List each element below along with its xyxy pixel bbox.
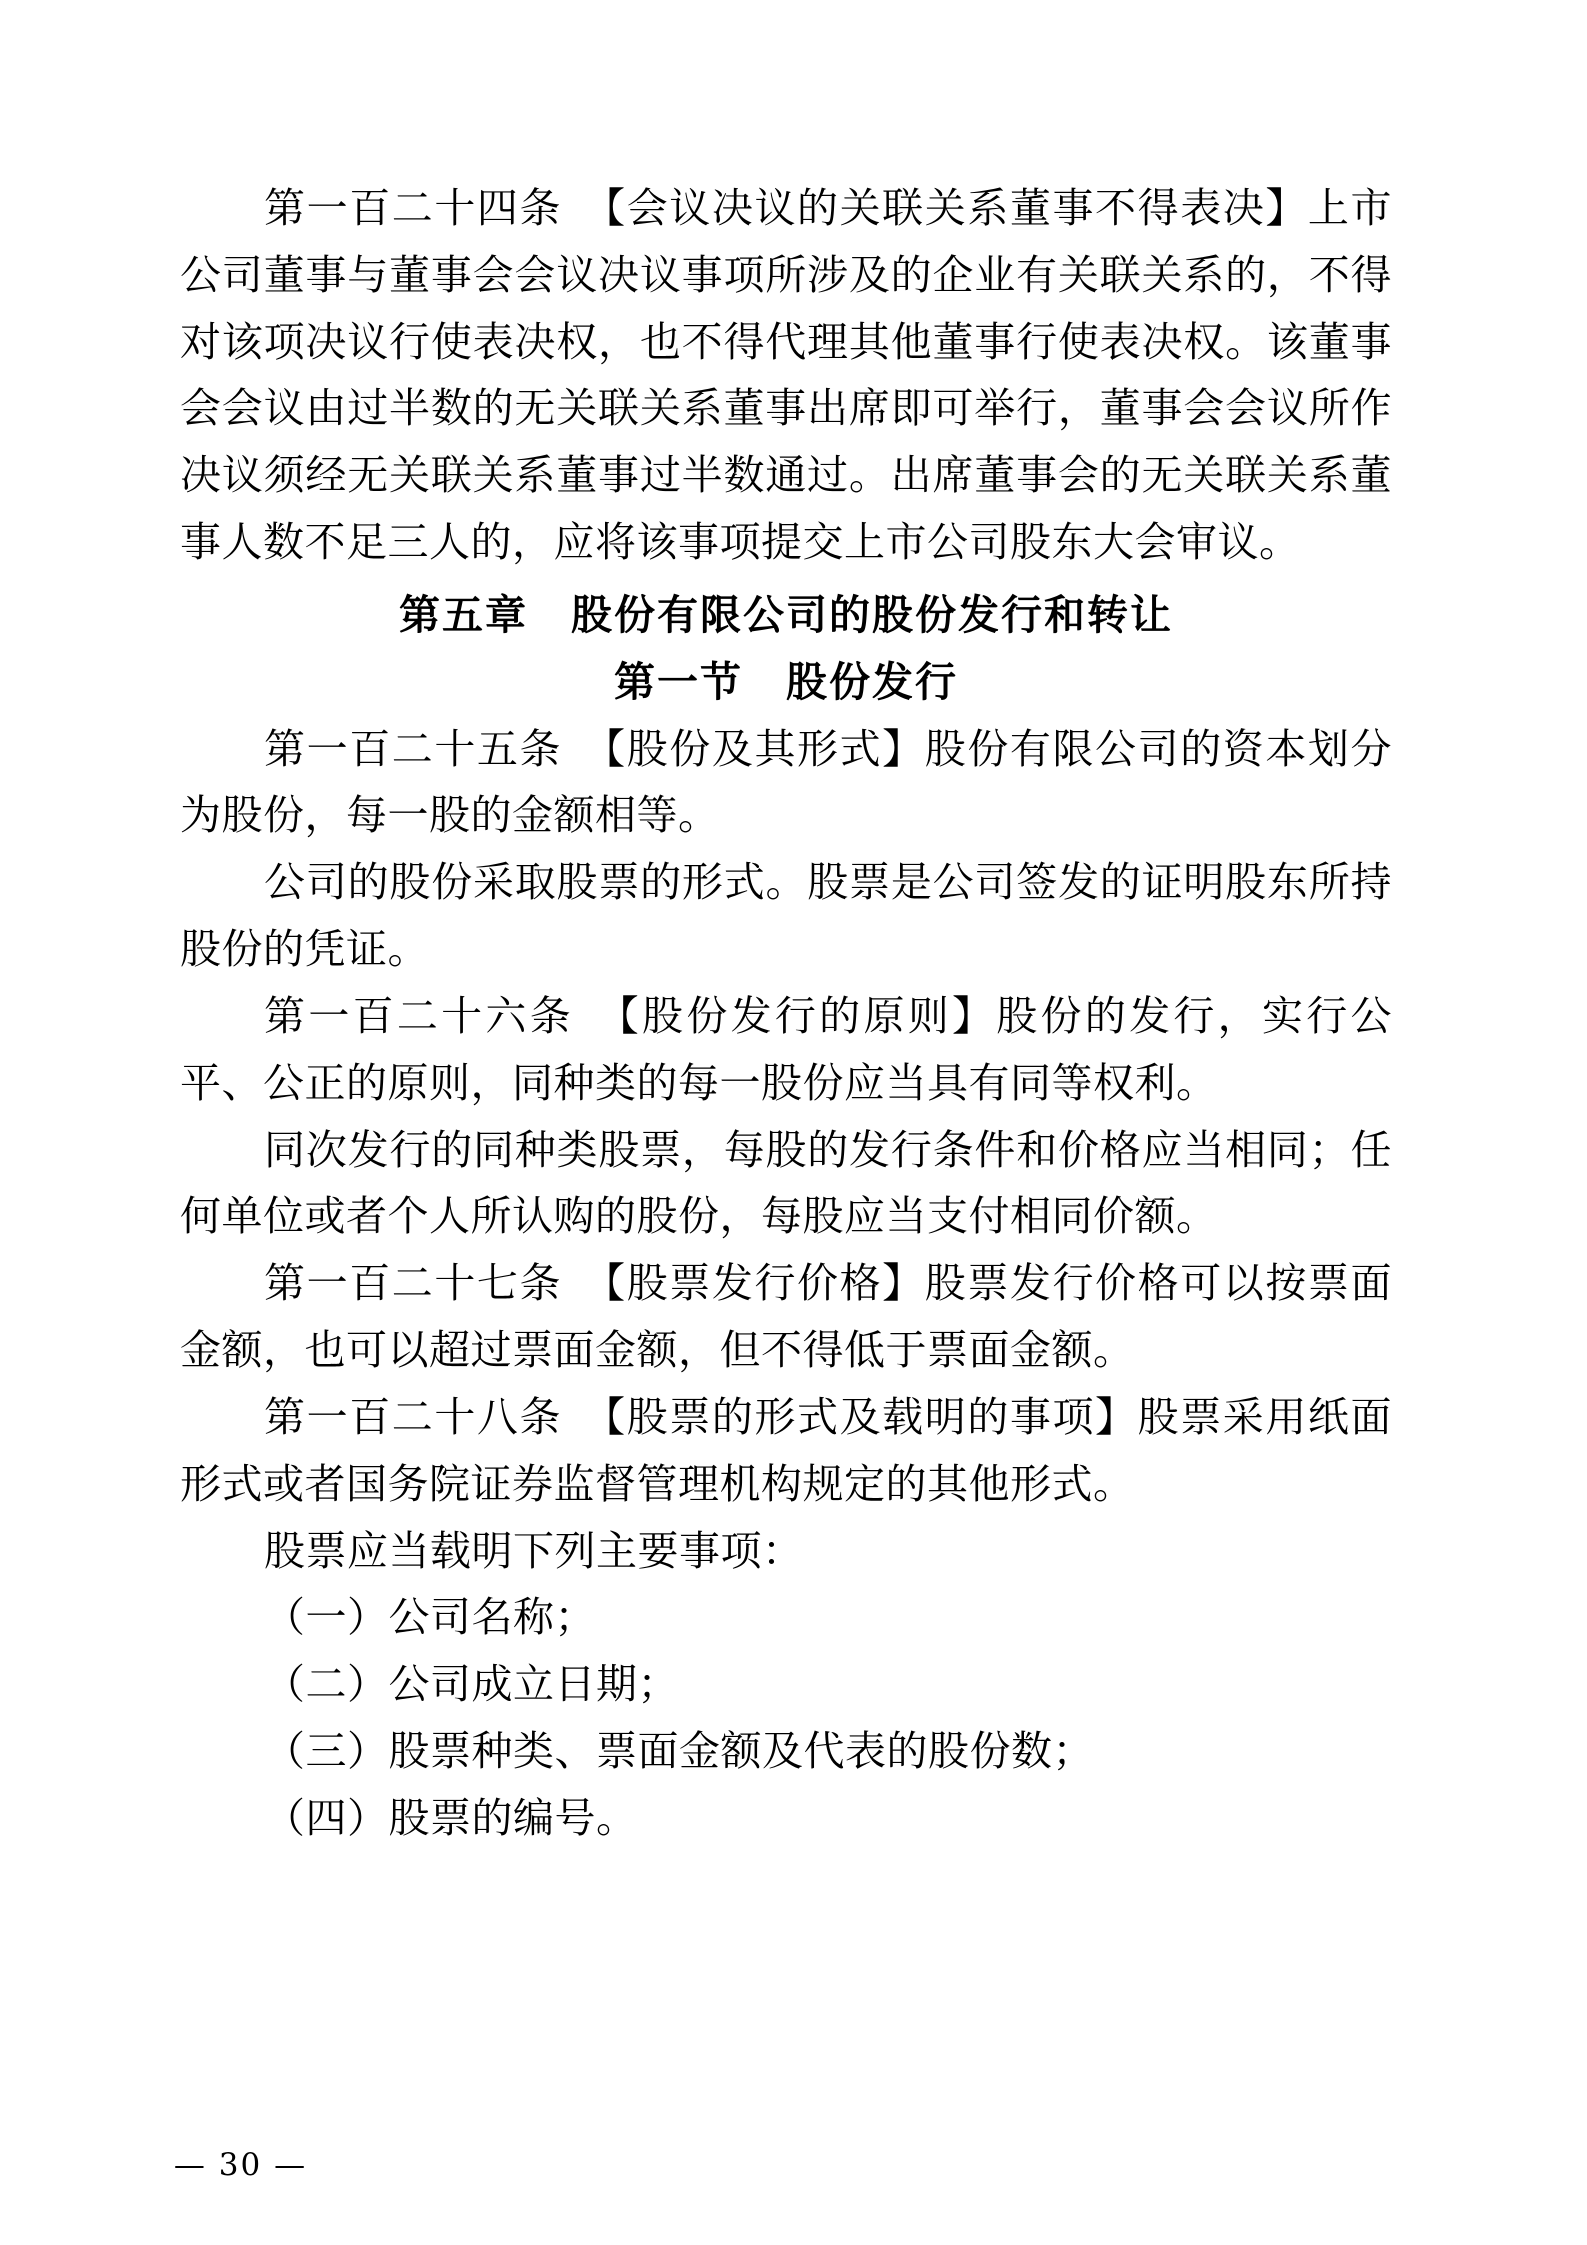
paragraph-article-126-2: 同次发行的同种类股票，每股的发行条件和价格应当相同；任何单位或者个人所认购的股份，每股应当支付相同价额。 [180, 1125, 1392, 1241]
paragraph-article-128: 第一百二十八条 【股票的形式及载明的事项】股票采用纸面形式或者国务院证券监督管理机构规定的其他形式。 [180, 1392, 1392, 1508]
paragraph-article-125: 第一百二十五条 【股份及其形式】股份有限公司的资本划分为股份，每一股的金额相等。 [180, 724, 1392, 840]
paragraph-article-125-2: 公司的股份采取股票的形式。股票是公司签发的证明股东所持股份的凭证。 [180, 858, 1392, 974]
section-heading: 第一节 股份发行 [614, 657, 958, 706]
page-body [180, 175, 1392, 1852]
page-number [0, 2147, 1587, 2183]
list-item-2: （二）公司成立日期； [264, 1660, 680, 1709]
list-item-1: （一）公司名称； [264, 1593, 597, 1642]
page-number-label: — 30 — [173, 2147, 308, 2183]
list-item-3: （三）股票种类、票面金额及代表的股份数； [264, 1727, 1095, 1776]
chapter-heading: 第五章 股份有限公司的股份发行和转让 [399, 590, 1173, 639]
paragraph-article-126: 第一百二十六条 【股份发行的原则】股份的发行，实行公平、公正的原则，同种类的每一股份应当具有同等权利。 [180, 991, 1392, 1107]
paragraph-article-127: 第一百二十七条 【股票发行价格】股票发行价格可以按票面金额，也可以超过票面金额，但不得低于票面金额。 [180, 1259, 1392, 1375]
paragraph-article-124: 第一百二十四条 【会议决议的关联关系董事不得表决】上市公司董事与董事会会议决议事项所涉及的企业有关联关系的，不得对该项决议行使表决权，也不得代理其他董事行使表决权。该董事会会议由过半数的无关联关系董事出席即可举行，董事会会议所作决议须经无关联关系董事过半数通过。出席董事会的无关联关系董事人数不足三人的，应将该事项提交上市公司股东大会审议。 [180, 184, 1392, 567]
paragraph-article-128-2: 股票应当载明下列主要事项： [264, 1526, 804, 1575]
list-item-4: （四）股票的编号。 [264, 1793, 638, 1842]
